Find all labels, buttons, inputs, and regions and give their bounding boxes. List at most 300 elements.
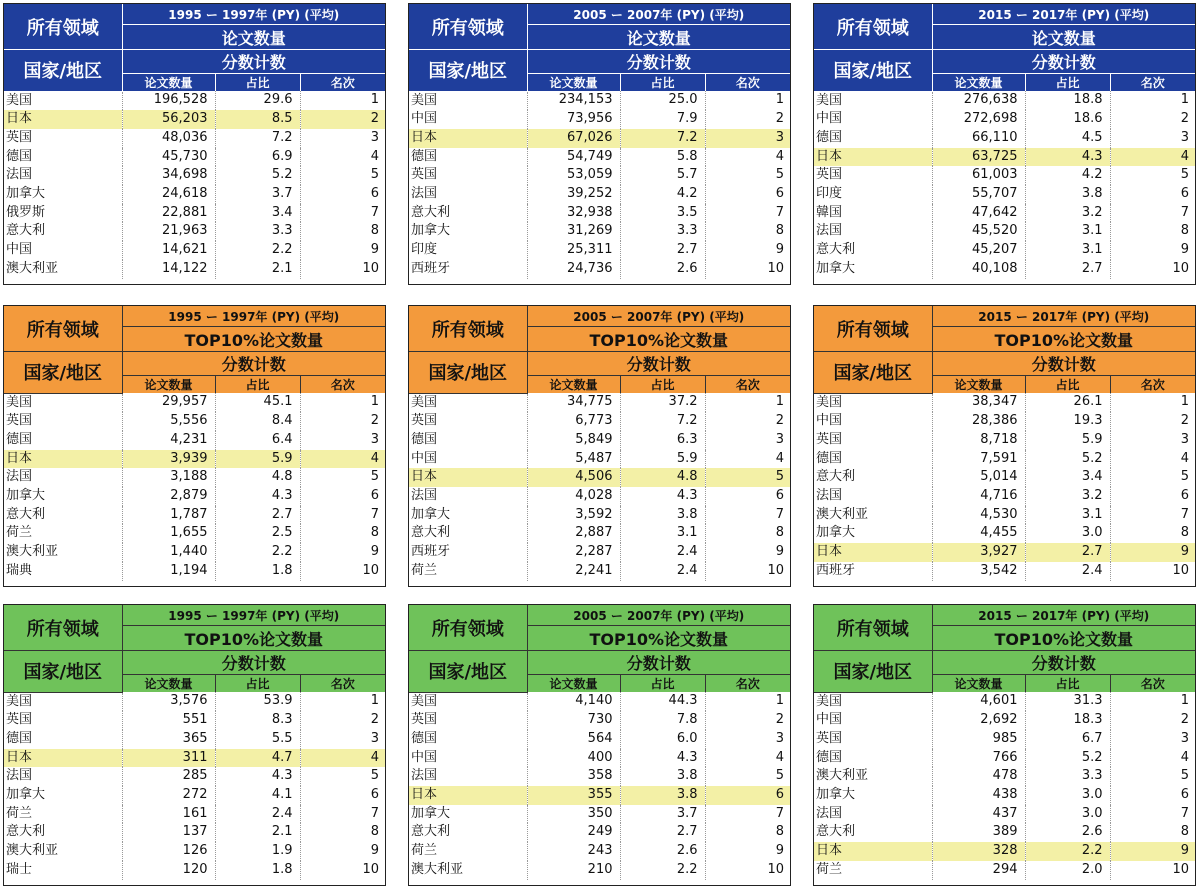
ranking-table xyxy=(4,4,385,279)
paper-count: 38,347 xyxy=(932,393,1025,412)
country-name: 日本 xyxy=(814,842,932,861)
table-row xyxy=(409,506,790,525)
share-value: 53.9 xyxy=(215,692,300,711)
paper-count: 61,003 xyxy=(932,166,1025,185)
share-value: 6.4 xyxy=(215,431,300,450)
rank-value: 6 xyxy=(705,185,790,204)
table-row xyxy=(814,543,1195,562)
country-name: 日本 xyxy=(409,468,527,487)
table-row xyxy=(4,204,385,223)
table-row xyxy=(814,506,1195,525)
share-value: 26.1 xyxy=(1025,393,1110,412)
table-row xyxy=(814,805,1195,824)
paper-count: 120 xyxy=(122,861,215,880)
rank-value: 4 xyxy=(705,450,790,469)
country-name: 中国 xyxy=(411,450,438,466)
table-row xyxy=(409,692,790,711)
metric-label: TOP10%论文数量 xyxy=(932,626,1195,651)
country-name: 意大利 xyxy=(816,824,856,840)
country-region-label: 国家/地区 xyxy=(409,352,527,394)
country-region-label: 国家/地区 xyxy=(814,651,932,693)
country-name: 印度 xyxy=(411,242,438,258)
paper-count: 985 xyxy=(932,730,1025,749)
paper-count: 5,014 xyxy=(932,468,1025,487)
country-name: 加拿大 xyxy=(6,186,46,202)
paper-count: 22,881 xyxy=(122,204,215,223)
ranking-table-panel xyxy=(813,3,1196,285)
paper-count: 730 xyxy=(527,711,620,730)
paper-count: 196,528 xyxy=(122,91,215,110)
ranking-table xyxy=(814,4,1195,279)
share-value: 1.9 xyxy=(215,842,300,861)
share-value: 3.2 xyxy=(1025,487,1110,506)
rank-value: 5 xyxy=(1110,767,1195,786)
paper-count: 389 xyxy=(932,823,1025,842)
country-name: 英国 xyxy=(816,431,843,447)
table-row xyxy=(409,110,790,129)
country-name: 加拿大 xyxy=(411,805,451,821)
rank-value: 8 xyxy=(300,823,385,842)
country-name: 英国 xyxy=(6,413,33,429)
country-name: 德国 xyxy=(6,148,33,164)
country-name: 澳大利亚 xyxy=(6,260,59,276)
all-fields-label: 所有领域 xyxy=(814,306,932,352)
rank-value: 1 xyxy=(300,692,385,711)
rank-value: 9 xyxy=(1110,842,1195,861)
table-row xyxy=(814,185,1195,204)
table-row xyxy=(409,222,790,241)
column-header-share: 占比 xyxy=(1025,675,1110,693)
all-fields-label: 所有领域 xyxy=(409,306,527,352)
column-header-rank: 名次 xyxy=(1110,74,1195,92)
share-value: 2.6 xyxy=(1025,823,1110,842)
rank-value: 8 xyxy=(1110,524,1195,543)
rank-value: 2 xyxy=(1110,412,1195,431)
country-name: 美国 xyxy=(411,693,438,709)
paper-count: 551 xyxy=(122,711,215,730)
column-header-papers: 论文数量 xyxy=(527,675,620,693)
paper-count: 4,028 xyxy=(527,487,620,506)
rank-value: 10 xyxy=(705,260,790,279)
column-header-share: 占比 xyxy=(620,376,705,394)
country-name: 意大利 xyxy=(816,469,856,485)
metric-label: 论文数量 xyxy=(932,25,1195,50)
rank-value: 5 xyxy=(300,767,385,786)
paper-count: 14,122 xyxy=(122,260,215,279)
table-row xyxy=(409,393,790,412)
paper-count: 67,026 xyxy=(527,129,620,148)
share-value: 3.7 xyxy=(620,805,705,824)
country-name: 意大利 xyxy=(411,824,451,840)
paper-count: 2,287 xyxy=(527,543,620,562)
table-row xyxy=(4,692,385,711)
share-value: 44.3 xyxy=(620,692,705,711)
period-label: 1995 ー 1997年 (PY) (平均) xyxy=(122,605,385,626)
country-name: 英国 xyxy=(6,129,33,145)
country-name: 加拿大 xyxy=(411,506,451,522)
rank-value: 10 xyxy=(1110,260,1195,279)
share-value: 2.7 xyxy=(620,241,705,260)
country-name: 日本 xyxy=(409,129,527,148)
country-name: 意大利 xyxy=(816,242,856,258)
table-row xyxy=(409,91,790,110)
rank-value: 3 xyxy=(705,431,790,450)
rank-value: 2 xyxy=(300,711,385,730)
share-value: 2.7 xyxy=(1025,260,1110,279)
share-value: 3.8 xyxy=(620,506,705,525)
rank-value: 9 xyxy=(1110,543,1195,562)
country-name: 俄罗斯 xyxy=(6,204,46,220)
paper-count: 3,542 xyxy=(932,562,1025,581)
country-name: 美国 xyxy=(6,394,33,410)
table-row xyxy=(4,431,385,450)
country-name: 印度 xyxy=(816,186,843,202)
paper-count: 276,638 xyxy=(932,91,1025,110)
rank-value: 4 xyxy=(300,450,385,469)
column-header-share: 占比 xyxy=(215,74,300,92)
paper-count: 5,849 xyxy=(527,431,620,450)
column-header-share: 占比 xyxy=(215,376,300,394)
country-region-label: 国家/地区 xyxy=(4,651,122,693)
table-row xyxy=(4,129,385,148)
rank-value: 4 xyxy=(300,148,385,167)
rank-value: 5 xyxy=(705,468,790,487)
paper-count: 2,241 xyxy=(527,562,620,581)
paper-count: 294 xyxy=(932,861,1025,880)
table-row xyxy=(4,166,385,185)
ranking-table xyxy=(409,4,790,279)
paper-count: 4,601 xyxy=(932,692,1025,711)
paper-count: 4,140 xyxy=(527,692,620,711)
table-row xyxy=(409,786,790,805)
paper-count: 45,207 xyxy=(932,241,1025,260)
country-region-label: 国家/地区 xyxy=(4,352,122,394)
rank-value: 10 xyxy=(300,562,385,581)
share-value: 3.7 xyxy=(215,185,300,204)
paper-count: 328 xyxy=(932,842,1025,861)
period-label: 2015 ー 2017年 (PY) (平均) xyxy=(932,605,1195,626)
column-header-papers: 论文数量 xyxy=(932,376,1025,394)
rank-value: 10 xyxy=(1110,562,1195,581)
share-value: 45.1 xyxy=(215,393,300,412)
column-header-rank: 名次 xyxy=(705,675,790,693)
rank-value: 9 xyxy=(300,241,385,260)
table-row xyxy=(814,487,1195,506)
country-name: 德国 xyxy=(816,749,843,765)
ranking-table xyxy=(814,306,1195,581)
column-header-share: 占比 xyxy=(620,675,705,693)
paper-count: 2,692 xyxy=(932,711,1025,730)
country-name: 中国 xyxy=(411,749,438,765)
table-row xyxy=(409,711,790,730)
share-value: 6.3 xyxy=(620,431,705,450)
table-row xyxy=(814,431,1195,450)
country-name: 意大利 xyxy=(411,525,451,541)
all-fields-label: 所有领域 xyxy=(409,605,527,651)
rank-value: 4 xyxy=(705,148,790,167)
fractional-count-label: 分数计数 xyxy=(932,50,1195,74)
table-row xyxy=(814,749,1195,768)
table-row xyxy=(814,468,1195,487)
country-name: 法国 xyxy=(6,167,33,183)
country-name: 西班牙 xyxy=(411,260,451,276)
table-row xyxy=(409,767,790,786)
paper-count: 355 xyxy=(527,786,620,805)
country-name: 英国 xyxy=(411,413,438,429)
country-name: 澳大利亚 xyxy=(816,768,869,784)
share-value: 2.2 xyxy=(215,543,300,562)
period-label: 1995 ー 1997年 (PY) (平均) xyxy=(122,306,385,327)
rank-value: 8 xyxy=(705,222,790,241)
table-row xyxy=(409,805,790,824)
country-name: 中国 xyxy=(6,242,33,258)
paper-count: 53,059 xyxy=(527,166,620,185)
table-row xyxy=(814,767,1195,786)
rank-value: 7 xyxy=(705,805,790,824)
rank-value: 2 xyxy=(1110,110,1195,129)
table-row xyxy=(409,185,790,204)
share-value: 18.3 xyxy=(1025,711,1110,730)
table-row xyxy=(4,786,385,805)
paper-count: 40,108 xyxy=(932,260,1025,279)
share-value: 7.8 xyxy=(620,711,705,730)
share-value: 3.8 xyxy=(620,786,705,805)
share-value: 19.3 xyxy=(1025,412,1110,431)
all-fields-label: 所有领域 xyxy=(814,4,932,50)
share-value: 8.3 xyxy=(215,711,300,730)
paper-count: 63,725 xyxy=(932,148,1025,167)
paper-count: 45,730 xyxy=(122,148,215,167)
rank-value: 7 xyxy=(705,506,790,525)
country-name: 荷兰 xyxy=(411,843,438,859)
share-value: 7.2 xyxy=(620,129,705,148)
column-header-papers: 论文数量 xyxy=(122,74,215,92)
share-value: 6.0 xyxy=(620,730,705,749)
paper-count: 126 xyxy=(122,842,215,861)
ranking-table xyxy=(409,605,790,880)
rank-value: 3 xyxy=(705,129,790,148)
paper-count: 478 xyxy=(932,767,1025,786)
country-name: 法国 xyxy=(411,186,438,202)
rank-value: 6 xyxy=(1110,786,1195,805)
rank-value: 4 xyxy=(300,749,385,768)
share-value: 3.3 xyxy=(1025,767,1110,786)
share-value: 3.0 xyxy=(1025,786,1110,805)
table-row xyxy=(409,241,790,260)
table-row xyxy=(814,148,1195,167)
share-value: 4.1 xyxy=(215,786,300,805)
share-value: 3.1 xyxy=(1025,222,1110,241)
rank-value: 7 xyxy=(1110,805,1195,824)
paper-count: 4,455 xyxy=(932,524,1025,543)
rank-value: 10 xyxy=(300,260,385,279)
column-header-rank: 名次 xyxy=(1110,376,1195,394)
column-header-share: 占比 xyxy=(1025,74,1110,92)
ranking-table-panel xyxy=(813,604,1196,886)
share-value: 3.8 xyxy=(1025,185,1110,204)
rank-value: 6 xyxy=(300,185,385,204)
share-value: 7.9 xyxy=(620,110,705,129)
share-value: 5.9 xyxy=(1025,431,1110,450)
ranking-table-panel xyxy=(3,305,386,587)
rank-value: 1 xyxy=(705,91,790,110)
paper-count: 2,879 xyxy=(122,487,215,506)
country-name: 中国 xyxy=(816,712,843,728)
table-row xyxy=(409,730,790,749)
share-value: 4.3 xyxy=(215,767,300,786)
rank-value: 3 xyxy=(1110,730,1195,749)
ranking-table-panel xyxy=(408,305,791,587)
rank-value: 6 xyxy=(1110,185,1195,204)
column-header-papers: 论文数量 xyxy=(932,74,1025,92)
column-header-share: 占比 xyxy=(620,74,705,92)
table-row xyxy=(409,749,790,768)
share-value: 18.6 xyxy=(1025,110,1110,129)
table-row xyxy=(409,543,790,562)
table-row xyxy=(814,412,1195,431)
rank-value: 7 xyxy=(1110,204,1195,223)
country-name: 法国 xyxy=(816,488,843,504)
rank-value: 7 xyxy=(705,204,790,223)
table-row xyxy=(4,805,385,824)
paper-count: 48,036 xyxy=(122,129,215,148)
share-value: 4.3 xyxy=(215,487,300,506)
share-value: 2.2 xyxy=(620,861,705,880)
country-name: 英国 xyxy=(411,167,438,183)
country-name: 美国 xyxy=(816,92,843,108)
metric-label: 论文数量 xyxy=(527,25,790,50)
country-name: 荷兰 xyxy=(6,805,33,821)
paper-count: 39,252 xyxy=(527,185,620,204)
rank-value: 4 xyxy=(1110,749,1195,768)
table-row xyxy=(4,767,385,786)
paper-count: 311 xyxy=(122,749,215,768)
column-header-rank: 名次 xyxy=(705,74,790,92)
share-value: 5.5 xyxy=(215,730,300,749)
rank-value: 8 xyxy=(1110,222,1195,241)
table-row xyxy=(814,129,1195,148)
paper-count: 21,963 xyxy=(122,222,215,241)
country-name: 意大利 xyxy=(6,223,46,239)
country-name: 德国 xyxy=(816,129,843,145)
country-name: 西班牙 xyxy=(411,544,451,560)
rank-value: 6 xyxy=(300,487,385,506)
country-name: 德国 xyxy=(6,730,33,746)
table-row xyxy=(814,861,1195,880)
paper-count: 161 xyxy=(122,805,215,824)
table-row xyxy=(4,543,385,562)
share-value: 5.7 xyxy=(620,166,705,185)
table-row xyxy=(4,842,385,861)
table-row xyxy=(409,204,790,223)
table-row xyxy=(4,412,385,431)
country-region-label: 国家/地区 xyxy=(409,50,527,92)
rank-value: 9 xyxy=(705,842,790,861)
period-label: 2005 ー 2007年 (PY) (平均) xyxy=(527,306,790,327)
table-row xyxy=(409,260,790,279)
share-value: 3.1 xyxy=(620,524,705,543)
paper-count: 5,556 xyxy=(122,412,215,431)
paper-count: 45,520 xyxy=(932,222,1025,241)
rank-value: 9 xyxy=(300,842,385,861)
country-name: 中国 xyxy=(816,413,843,429)
share-value: 29.6 xyxy=(215,91,300,110)
share-value: 5.2 xyxy=(215,166,300,185)
rank-value: 6 xyxy=(1110,487,1195,506)
country-name: 荷兰 xyxy=(6,525,33,541)
paper-count: 3,939 xyxy=(122,450,215,469)
share-value: 25.0 xyxy=(620,91,705,110)
share-value: 18.8 xyxy=(1025,91,1110,110)
share-value: 5.9 xyxy=(215,450,300,469)
country-name: 日本 xyxy=(409,786,527,805)
paper-count: 1,440 xyxy=(122,543,215,562)
table-row xyxy=(409,431,790,450)
rank-value: 5 xyxy=(300,166,385,185)
share-value: 37.2 xyxy=(620,393,705,412)
ranking-table-panel xyxy=(813,305,1196,587)
share-value: 3.3 xyxy=(215,222,300,241)
ranking-table xyxy=(4,605,385,880)
share-value: 4.3 xyxy=(620,749,705,768)
table-row xyxy=(4,730,385,749)
table-row xyxy=(814,166,1195,185)
paper-count: 31,269 xyxy=(527,222,620,241)
rank-value: 4 xyxy=(1110,450,1195,469)
paper-count: 4,506 xyxy=(527,468,620,487)
paper-count: 1,655 xyxy=(122,524,215,543)
country-name: 荷兰 xyxy=(411,562,438,578)
share-value: 2.1 xyxy=(215,260,300,279)
country-name: 法国 xyxy=(816,805,843,821)
country-name: 英国 xyxy=(816,167,843,183)
country-name: 德国 xyxy=(411,730,438,746)
paper-count: 2,887 xyxy=(527,524,620,543)
rank-value: 2 xyxy=(300,412,385,431)
country-name: 美国 xyxy=(6,92,33,108)
rank-value: 1 xyxy=(1110,393,1195,412)
paper-count: 137 xyxy=(122,823,215,842)
country-name: 韓国 xyxy=(816,204,843,220)
rank-value: 7 xyxy=(300,805,385,824)
country-region-label: 国家/地区 xyxy=(814,352,932,394)
rank-value: 6 xyxy=(705,487,790,506)
paper-count: 234,153 xyxy=(527,91,620,110)
table-row xyxy=(814,711,1195,730)
paper-count: 47,642 xyxy=(932,204,1025,223)
paper-count: 56,203 xyxy=(122,110,215,129)
share-value: 1.8 xyxy=(215,562,300,581)
table-row xyxy=(4,524,385,543)
country-name: 意大利 xyxy=(411,204,451,220)
rank-value: 5 xyxy=(1110,468,1195,487)
country-name: 意大利 xyxy=(6,824,46,840)
all-fields-label: 所有领域 xyxy=(409,4,527,50)
share-value: 2.4 xyxy=(215,805,300,824)
rank-value: 3 xyxy=(300,129,385,148)
ranking-table-panel xyxy=(408,604,791,886)
table-row xyxy=(4,468,385,487)
share-value: 6.9 xyxy=(215,148,300,167)
rank-value: 7 xyxy=(1110,506,1195,525)
paper-count: 8,718 xyxy=(932,431,1025,450)
country-name: 英国 xyxy=(411,712,438,728)
table-row xyxy=(409,861,790,880)
country-name: 法国 xyxy=(411,488,438,504)
rank-value: 2 xyxy=(1110,711,1195,730)
share-value: 5.8 xyxy=(620,148,705,167)
fractional-count-label: 分数计数 xyxy=(527,50,790,74)
